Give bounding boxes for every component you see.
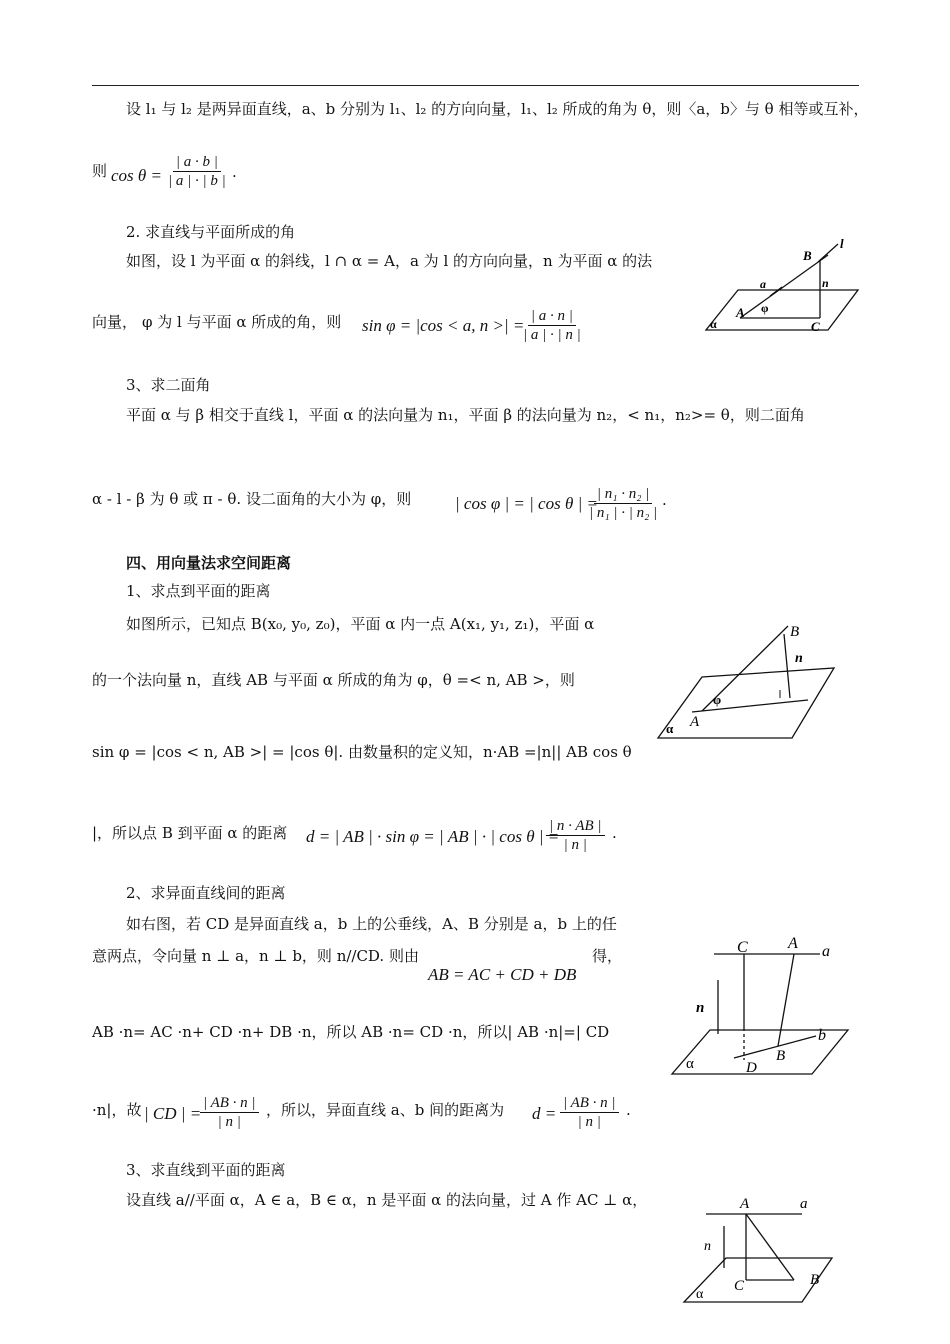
label-a: a (822, 943, 830, 960)
label-alpha: α (666, 721, 674, 736)
fraction-numerator: | n₁ · n₂ | (594, 485, 652, 504)
label-B: B (803, 248, 812, 263)
text-line: . (612, 824, 617, 842)
label-n: n (704, 1239, 711, 1254)
label-B: B (776, 1048, 786, 1064)
text-line: 平面 α 与 β 相交于直线 l，平面 α 的法向量为 n₁，平面 β 的法向量为 n₂，< n₁，n₂>= θ，则二面角 (126, 406, 805, 424)
label-n: n (795, 651, 803, 666)
fraction-denominator: | n₁ | · | n₂ | (589, 505, 658, 521)
header-rule (92, 85, 859, 86)
formula: d = (532, 1104, 557, 1123)
label-b: b (818, 1027, 826, 1044)
label-a: a (800, 1196, 808, 1212)
fraction-denominator: | n | (563, 837, 587, 853)
formula: | cos φ | = | cos θ | = (455, 494, 598, 513)
figure-line-plane-distance (676, 1190, 840, 1310)
text-line: 如图，设 l 为平面 α 的斜线，l ∩ α = A，a 为 l 的方向向量，n 为平面 α 的法 (126, 252, 653, 270)
fraction-numerator: | AB · n | (200, 1094, 259, 1113)
figure-point-plane-distance (652, 602, 840, 744)
fraction-numerator: | a · b | (173, 153, 221, 172)
label-C: C (811, 319, 820, 334)
text-line: 如右图，若 CD 是异面直线 a，b 上的公垂线，A、B 分别是 a，b 上的任 (126, 915, 617, 933)
fraction-numerator: | n · AB | (546, 817, 605, 836)
text-line: 得， (592, 947, 623, 965)
label-phi: φ (761, 301, 769, 315)
formula: sin φ = |cos < a, n >| = (362, 316, 525, 335)
text-line: . (626, 1101, 631, 1119)
fraction (586, 485, 660, 522)
label-C: C (734, 1278, 745, 1294)
fraction-numerator: | a · n | (528, 307, 576, 326)
formula: AB = AC + CD + DB (428, 965, 577, 984)
section-heading: 1、求点到平面的距离 (126, 582, 271, 600)
figure-line-plane-angle (700, 232, 870, 340)
text-line: 意两点，令向量 n ⊥ a，n ⊥ b，则 n//CD. 则由 (92, 947, 419, 965)
label-A: A (788, 935, 798, 952)
label-B: B (810, 1272, 820, 1288)
label-alpha: α (710, 317, 717, 331)
fraction-denominator: | a | · | b | (168, 173, 226, 189)
formula: cos θ = (111, 166, 162, 185)
section-heading: 四、用向量法求空间距离 (126, 554, 292, 572)
label-alpha: α (686, 1056, 694, 1072)
section-heading: 3、求二面角 (126, 376, 211, 394)
label-D: D (746, 1060, 757, 1076)
label-B: B (790, 624, 800, 640)
label-C: C (737, 939, 748, 956)
fraction (560, 1094, 619, 1131)
formula: d = | AB | · sin φ = | AB | · | cos θ | = (306, 827, 560, 846)
label-alpha: α (696, 1287, 704, 1302)
text-line: φ 为 l 与平面 α 所成的角，则 (142, 313, 342, 331)
text-line: 则 (92, 162, 108, 180)
text-line: . (662, 491, 667, 509)
section-heading: 2、求异面直线间的距离 (126, 884, 286, 902)
section-heading: 3、求直线到平面的距离 (126, 1161, 286, 1179)
label-a: a (760, 277, 766, 291)
text-line: 设 l₁ 与 l₂ 是两异面直线，a、b 分别为 l₁、l₂ 的方向向量，l₁、l₂ 所成的角为 θ，则〈a，b〉与 θ 相等或互补， (126, 100, 869, 118)
text-line: ·n|，故 (92, 1101, 142, 1119)
formula: | CD | = (144, 1104, 202, 1123)
label-A: A (736, 305, 745, 320)
fraction (520, 307, 584, 344)
text-line: . (232, 163, 237, 181)
label-phi: φ (713, 692, 722, 707)
label-n: n (822, 276, 829, 290)
figure-skew-lines-distance (652, 924, 862, 1080)
section-heading: 2. 求直线与平面所成的角 (126, 223, 296, 241)
fraction (546, 817, 605, 854)
label-A: A (690, 714, 700, 730)
fraction-denominator: | n | (217, 1114, 241, 1130)
fraction (200, 1094, 259, 1131)
fraction-denominator: | n | (577, 1114, 601, 1130)
text-line: AB ·n= AC ·n+ CD ·n+ DB ·n，所以 AB ·n= CD ·n，所以| AB ·n|=| CD (92, 1023, 610, 1041)
fraction-numerator: | AB · n | (560, 1094, 619, 1113)
text-line: 设直线 a//平面 α，A ∈ a，B ∈ α，n 是平面 α 的法向量，过 A 作 AC ⊥ α， (126, 1191, 648, 1209)
text-line: sin φ = |cos < n, AB >| = |cos θ|. 由数量积的定义知，n·AB =|n|| AB cos θ (92, 743, 632, 761)
label-n: n (696, 1000, 705, 1016)
fraction (165, 153, 229, 190)
label-l: l (840, 236, 844, 251)
text-line: α - l - β 为 θ 或 π - θ. 设二面角的大小为 φ，则 (92, 490, 412, 508)
text-line: ，所以，异面直线 a、b 间的距离为 (266, 1101, 505, 1119)
text-line: |，所以点 B 到平面 α 的距离 (92, 824, 288, 842)
text-line: 如图所示，已知点 B(x₀, y₀, z₀)，平面 α 内一点 A(x₁, y₁, z₁)，平面 α (126, 615, 595, 633)
text-line: 的一个法向量 n，直线 AB 与平面 α 所成的角为 φ，θ =< n, AB >，则 (92, 671, 575, 689)
text-line: 向量， (92, 313, 138, 331)
label-A: A (740, 1196, 750, 1212)
fraction-denominator: | a | · | n | (523, 327, 581, 343)
